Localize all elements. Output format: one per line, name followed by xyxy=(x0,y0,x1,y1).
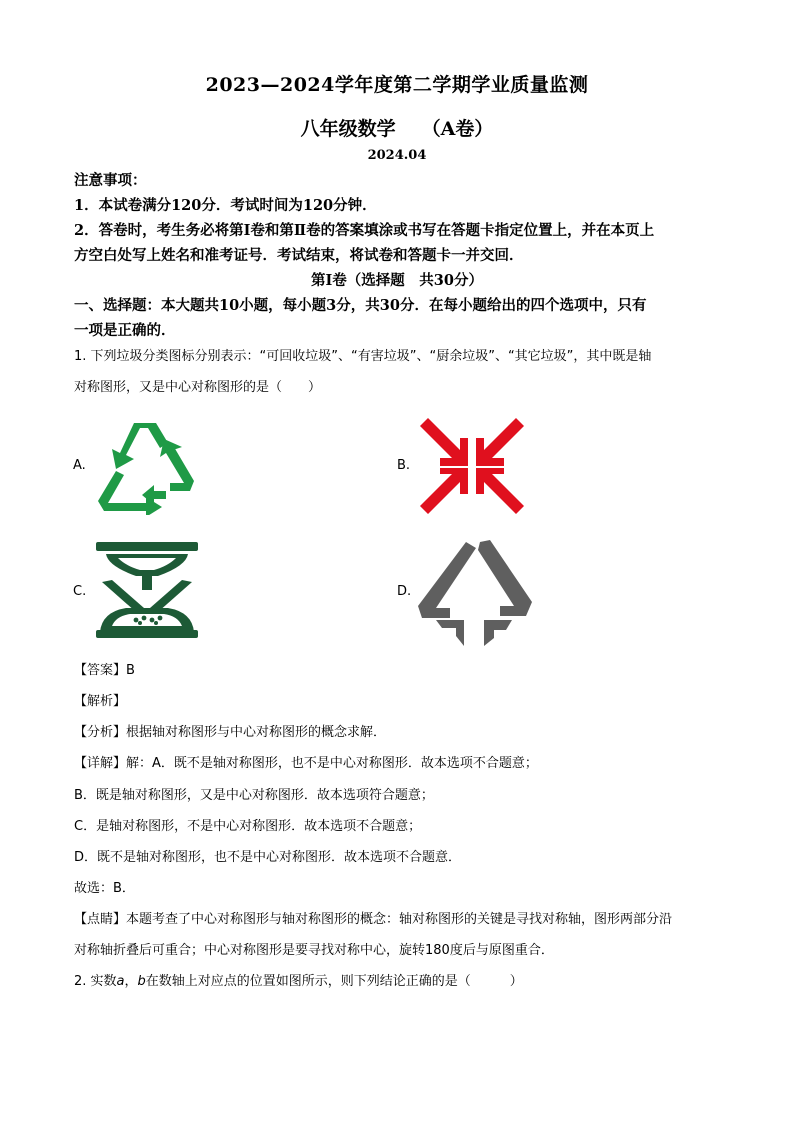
notice-item-2-line-1: 2．答卷时，考生务必将第Ⅰ卷和第Ⅱ卷的答案填涂或书写在答题卡指定位置上，并在本页上 xyxy=(74,222,655,239)
q2-stem-text: 在数轴上对应点的位置如图所示，则下列结论正确的是（ ） xyxy=(145,974,523,989)
q2-comma: ， xyxy=(124,974,138,989)
q1-analysis-fenxi: 【分析】根据轴对称图形与中心对称图形的概念求解． xyxy=(74,725,387,740)
q1-stem-line-1: 1. 下列垃圾分类图标分别表示：“可回收垃圾”、“有害垃圾”、“厨余垃圾”、“其它垃圾”，其中既是轴 xyxy=(74,349,652,364)
section-instruction-line-1: 一、选择题：本大题共10小题，每小题3分，共30分．在每小题给出的四个选项中，只有 xyxy=(74,297,647,314)
q2-number: 2. 实数 xyxy=(74,974,117,989)
q1-stem-line-2: 对称图形，又是中心对称图形的是（ ） xyxy=(74,380,322,395)
q2-var-a: a xyxy=(116,974,125,989)
q1-analysis-heading: 【解析】 xyxy=(74,694,127,709)
q1-detail-a: 【详解】解：A．既不是轴对称图形，也不是中心对称图形．故本选项不合题意； xyxy=(74,756,538,771)
q2-stem xyxy=(74,972,724,992)
section-title: 第Ⅰ卷（选择题 共30分） xyxy=(311,272,483,289)
q1-detail-d: D．既不是轴对称图形，也不是中心对称图形．故本选项不合题意． xyxy=(74,850,462,865)
paper-version-label: （A卷） xyxy=(421,118,494,140)
exam-title: 2023—2024学年度第二学期学业质量监测 xyxy=(205,74,589,96)
exam-date: 2024.04 xyxy=(367,148,427,163)
option-b-label: B. xyxy=(397,458,411,473)
notice-item-2-line-2: 方空白处写上姓名和准考证号．考试结束，将试卷和答题卡一并交回． xyxy=(74,247,524,264)
q1-comment-line-2: 对称轴折叠后可重合；中心对称图形是要寻找对称中心，旋转180度后与原图重合． xyxy=(74,943,554,958)
q2-var-b: b xyxy=(137,974,146,989)
recycle-icon xyxy=(94,419,200,515)
option-c-label: C. xyxy=(73,584,87,599)
q1-comment-line-1: 【点睛】本题考查了中心对称图形与轴对称图形的概念：轴对称图形的关键是寻找对称轴，图形两部分沿 xyxy=(74,912,673,927)
exam-subtitle xyxy=(0,114,794,141)
section-instruction-line-2: 一项是正确的． xyxy=(74,322,176,339)
subject-label: 八年级数学 xyxy=(300,118,396,140)
hazardous-arrows-icon xyxy=(420,418,524,514)
q1-answer: 【答案】B xyxy=(74,663,135,678)
q1-choice: 故选：B． xyxy=(74,881,135,896)
notice-item-1: 1．本试卷满分120分．考试时间为120分钟． xyxy=(74,197,377,214)
notice-heading: 注意事项： xyxy=(74,172,147,189)
q1-detail-c: C．是轴对称图形，不是中心对称图形．故本选项不合题意； xyxy=(74,819,422,834)
option-a-label: A. xyxy=(73,458,86,473)
option-d-label: D. xyxy=(397,584,412,599)
hourglass-kitchen-waste-icon xyxy=(96,542,198,638)
q1-detail-b: B．既是轴对称图形，又是中心对称图形．故本选项符合题意； xyxy=(74,788,434,803)
other-waste-arrow-icon xyxy=(418,540,532,646)
